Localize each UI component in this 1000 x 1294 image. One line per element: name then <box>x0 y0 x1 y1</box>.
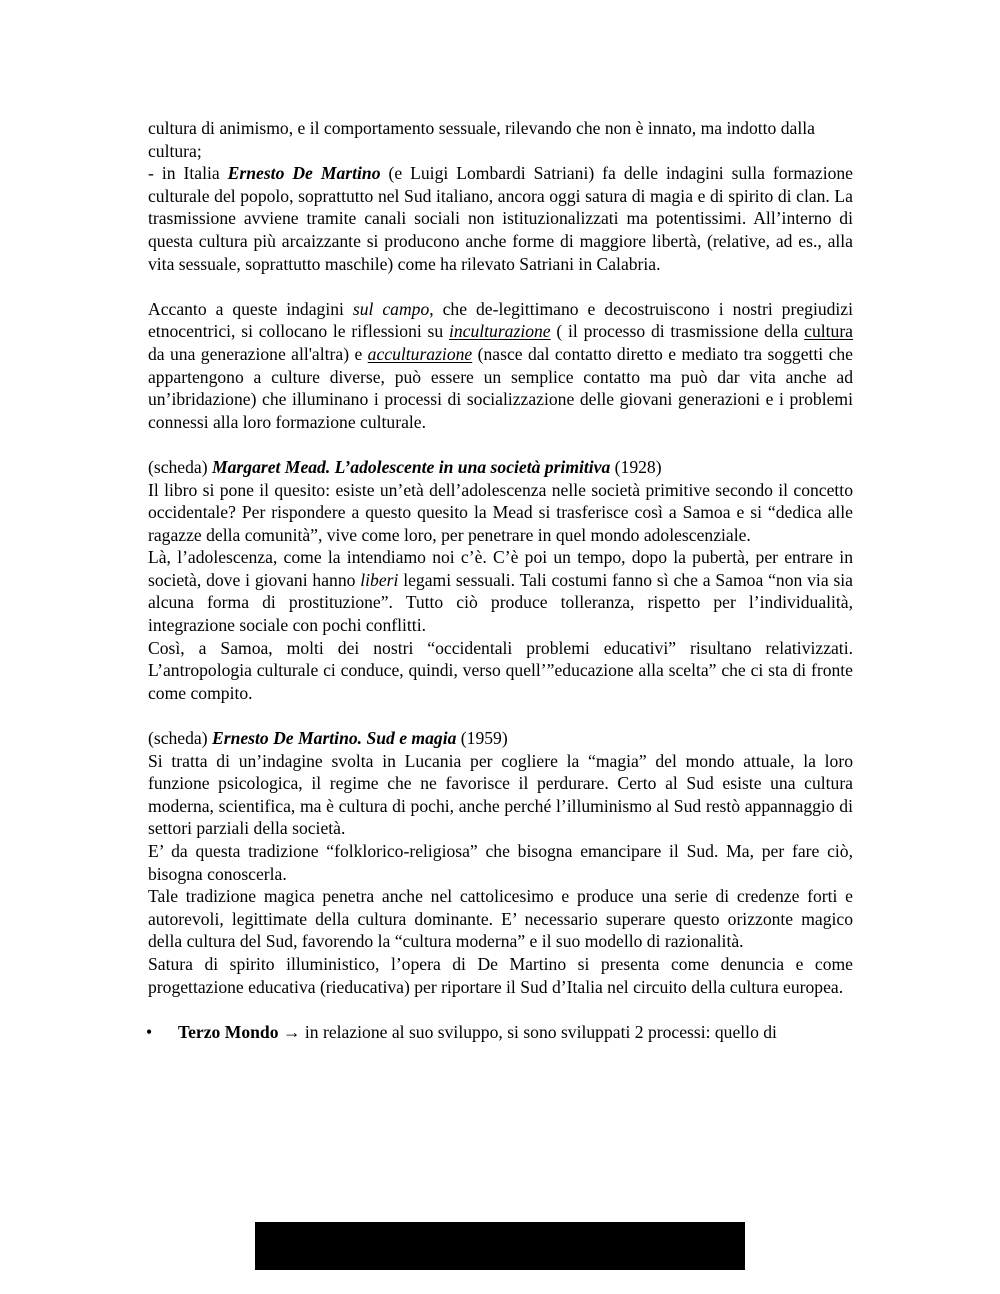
scheda-de-martino-title: Ernesto De Martino. Sud e magia <box>211 728 457 749</box>
name-ernesto-de-martino: Ernesto De Martino <box>227 163 381 184</box>
bullet-terzo-mondo <box>148 1021 853 1044</box>
paragraph-gap <box>148 433 853 456</box>
link-inculturazione[interactable]: inculturazione <box>448 321 551 342</box>
link-cultura[interactable]: cultura <box>804 321 853 342</box>
bullet-text: Terzo Mondo → in relazione al suo sviluppo, si sono sviluppati 2 processi: quello di <box>178 1021 777 1042</box>
document-page <box>148 117 853 1043</box>
scheda-mead-paragraph-1: Il libro si pone il quesito: esiste un’età dell’adolescenza nelle società primitive secondo il concetto occidentale? Per rispondere a questo quesito la Mead si trasferisce così a Samoa e si “dedica alle ragazze della comunità”, vive come loro, per penetrare in quel mondo adolescenziale. <box>148 479 853 545</box>
paragraph-gap <box>148 704 853 727</box>
redaction-bar <box>255 1222 745 1270</box>
arrow-icon: → <box>278 1021 305 1042</box>
paragraph-gap <box>148 275 853 298</box>
link-acculturazione[interactable]: acculturazione <box>367 343 473 364</box>
scheda-mead-paragraph-2: Là, l’adolescenza, come la intendiamo noi c’è. C’è poi un tempo, dopo la pubertà, per entrare in società, dove i giovani hanno liberi legami sessuali. Tali costumi fanno sì che a Samoa “non via sia alcuna forma di prostituzione”. Tutto ciò produce tolleranza, rispetto per l’individualità, integrazione sociale con pochi conflitti. <box>148 547 853 636</box>
scheda-mead-title: Margaret Mead. L’adolescente in una società primitiva <box>211 456 611 477</box>
scheda-mead-paragraph-3: Così, a Samoa, molti dei nostri “occidentali problemi educativi” risultano relativizzati. L’antropologia culturale ci conduce, quindi, verso quell’”educazione alla scelta” che ci sta di fronte come compito. <box>148 637 853 703</box>
paragraph-animismo-end: cultura di animismo, e il comportamento sessuale, rilevando che non è innato, ma indotto dalla cultura; <box>148 118 815 161</box>
paragraph-inculturazione: Accanto a queste indagini sul campo, che de-legittimano e decostruiscono i nostri pregiudizi etnocentrici, si collocano le riflessioni su inculturazione ( il processo di trasmissione della cultura da una generazione all'altra) e acculturazione (nasce dal contatto diretto e mediato tra soggetti che appartengono a culture diverse, può essere un semplice contatto ma può dar vita anche ad un’ibridazione) che illuminano i processi di socializzazione delle giovani generazioni e i problemi connessi alla loro formazione culturale. <box>148 298 854 432</box>
scheda-mead-heading: (scheda) Margaret Mead. L’adolescente in una società primitiva (1928) <box>148 456 662 477</box>
paragraph-gap <box>148 998 853 1021</box>
scheda-de-martino-heading: (scheda) Ernesto De Martino. Sud e magia (1959) <box>148 728 508 749</box>
scheda-de-martino-paragraph-4: Satura di spirito illuministico, l’opera di De Martino si presenta come denuncia e come progettazione educativa (rieducativa) per riportare il Sud d’Italia nel circuito della cultura europea. <box>148 953 853 997</box>
term-terzo-mondo: Terzo Mondo <box>178 1021 279 1042</box>
term-liberi: liberi <box>360 569 399 590</box>
bullet-icon: • <box>146 1021 153 1042</box>
scheda-de-martino-paragraph-1: Si tratta di un’indagine svolta in Lucania per cogliere la “magia” del mondo attuale, la loro funzione psicologica, il regime che ne favorisce il perdurare. Certo al Sud esiste una cultura moderna, scientifica, ma è cultura di pochi, anche perché l’illuminismo al Sud restò appannaggio di settori parziali della società. <box>148 750 853 839</box>
scheda-de-martino-paragraph-2: E’ da questa tradizione “folklorico-religiosa” che bisogna emancipare il Sud. Ma, per fare ciò, bisogna conoscerla. <box>148 841 853 884</box>
scheda-de-martino-paragraph-3: Tale tradizione magica penetra anche nel cattolicesimo e produce una serie di credenze forti e autorevoli, legittimate della cultura dominante. E’ necessario superare questo orizzonte magico della cultura del Sud, favorendo la “cultura moderna” e il suo modello di razionalità. <box>148 886 853 952</box>
term-sul-campo: sul campo <box>352 298 430 319</box>
paragraph-de-martino-italia: - in Italia Ernesto De Martino (e Luigi Lombardi Satriani) fa delle indagini sulla formazione culturale del popolo, soprattutto nel Sud italiano, ancora oggi satura di magia e di spirito di clan. La trasmissione avviene tramite canali sociali non istituzionalizzati ma potentissimi. All’interno di questa cultura più arcaizzante si producono anche forme di maggiore libertà, (relative, ad es., alla vita sessuale, soprattutto maschile) come ha rilevato Satriani in Calabria. <box>148 163 853 274</box>
